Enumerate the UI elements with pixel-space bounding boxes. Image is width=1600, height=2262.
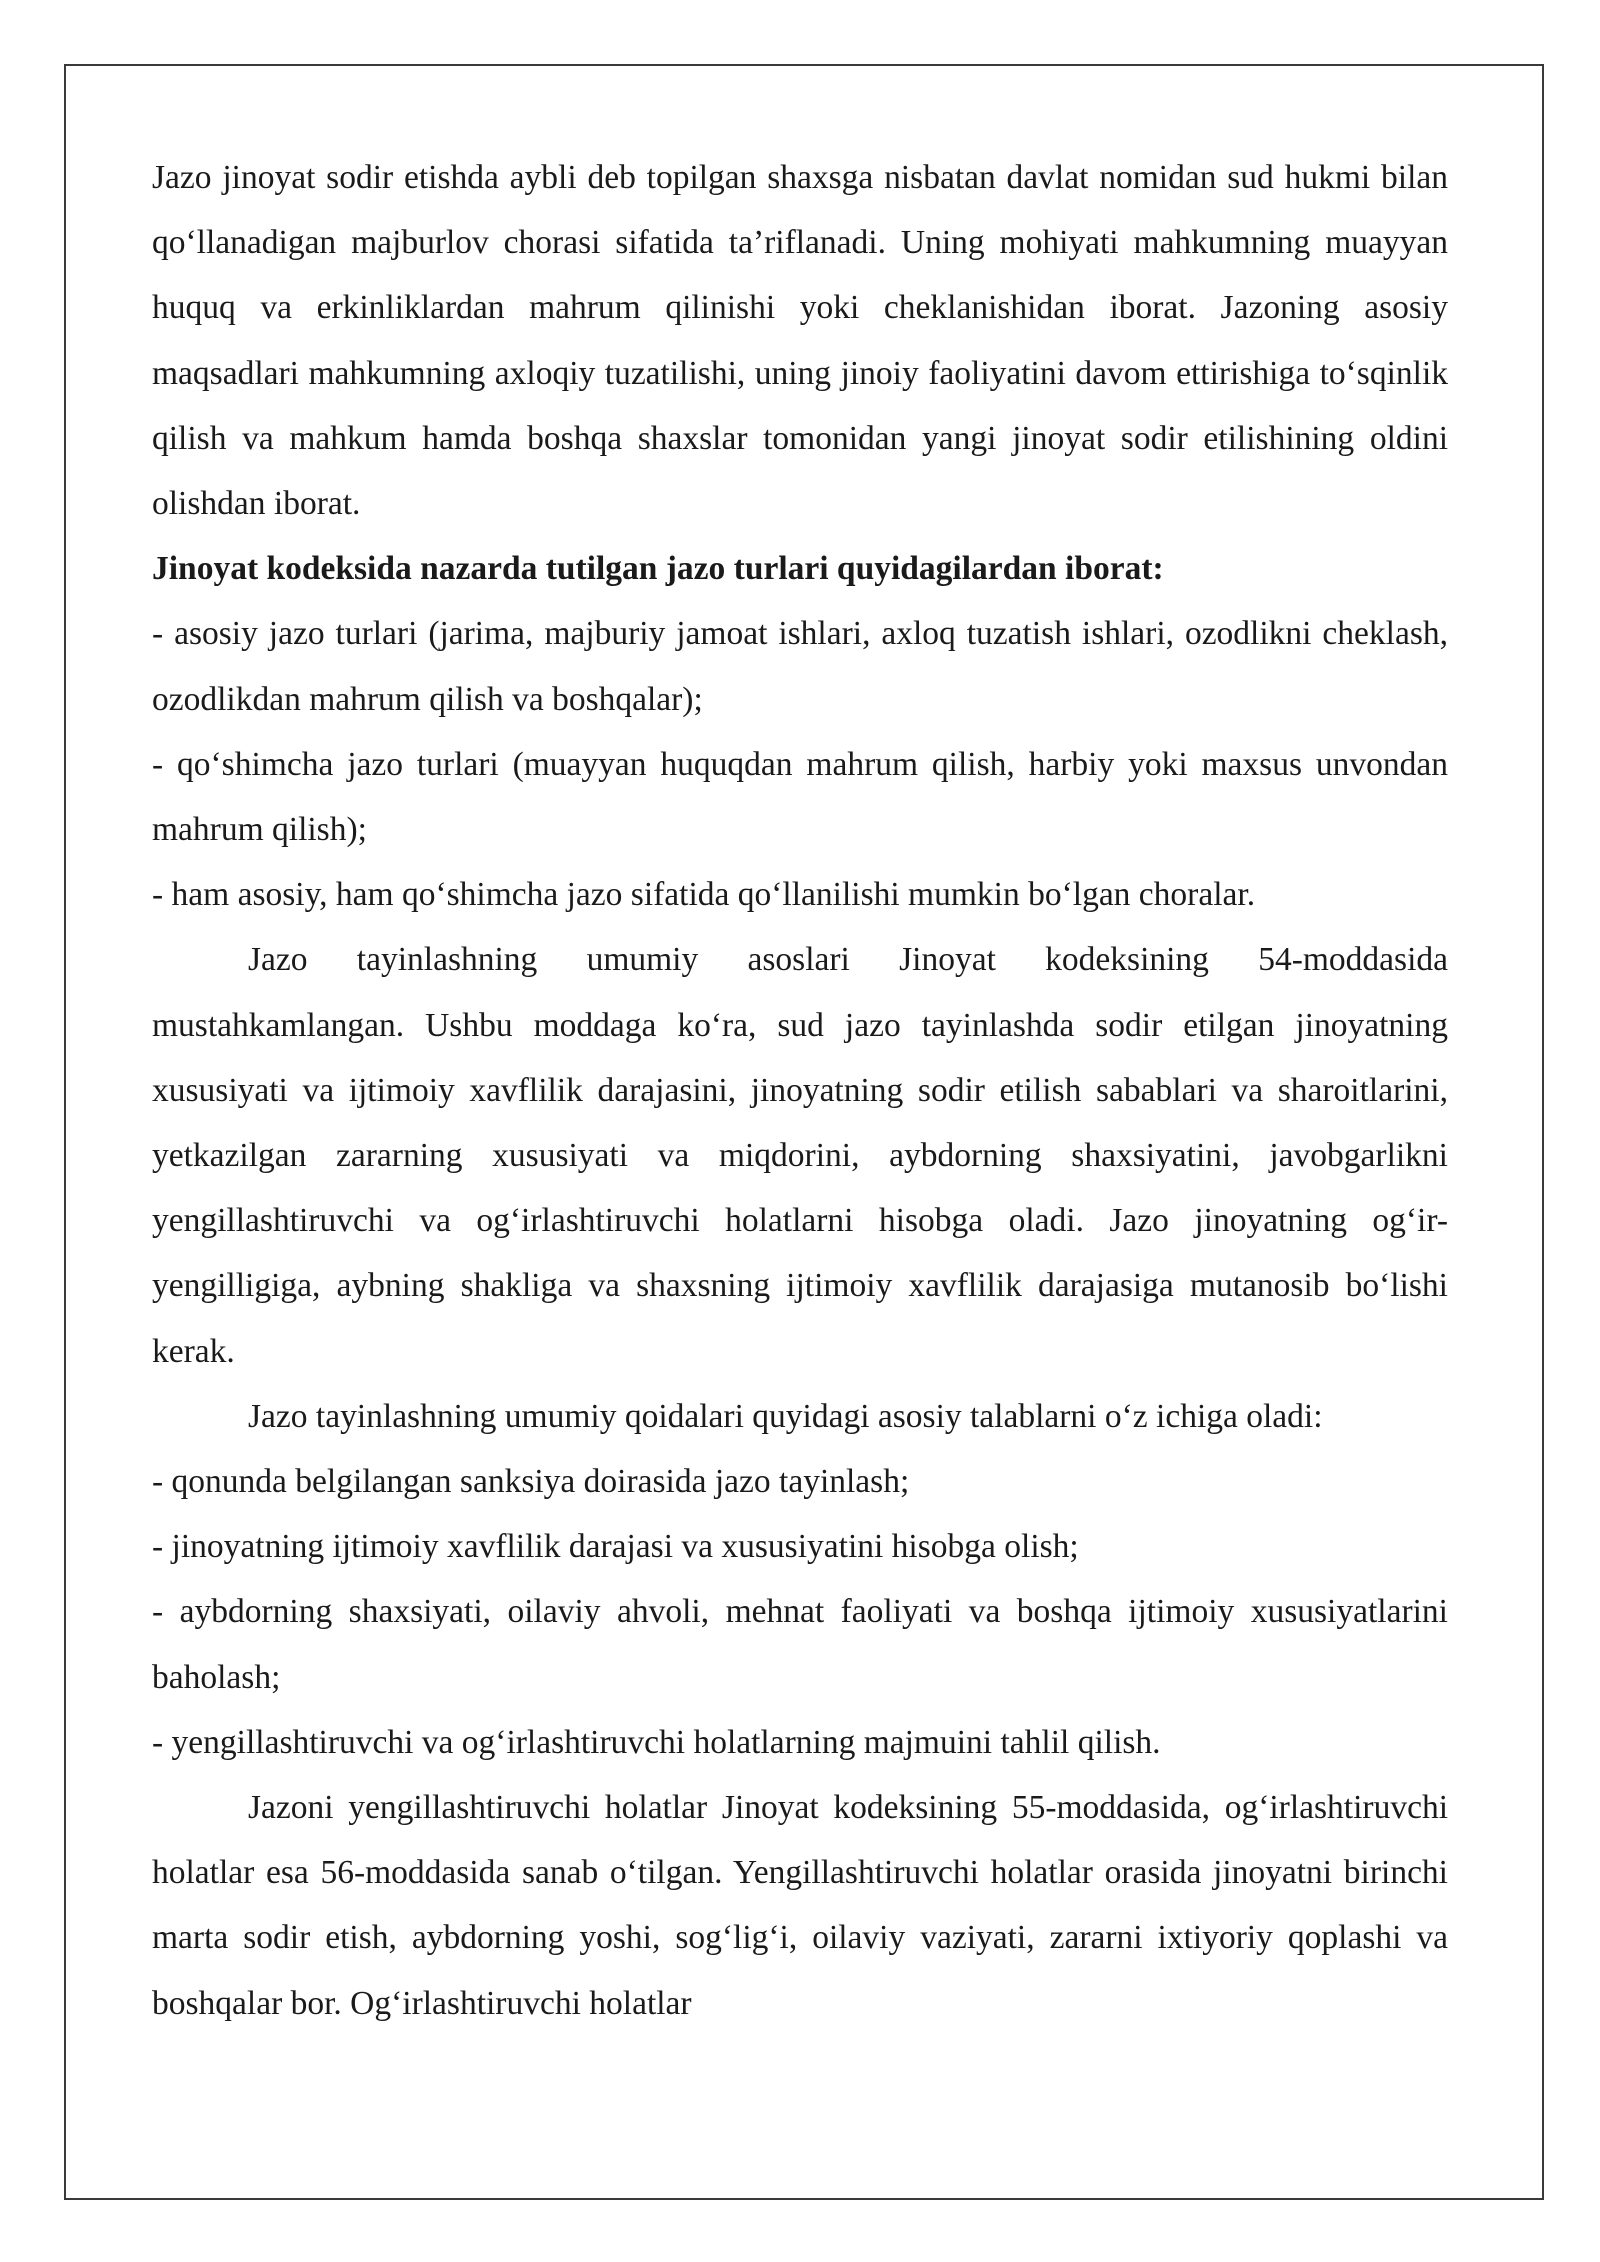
list-item-shaxsiyat: - aybdorning shaxsiyati, oilaviy ahvoli, mehnat faoliyati va boshqa ijtimoiy xususiyatlarini baholash; [152, 1593, 1448, 1696]
paragraph-yengillashtiruvchi: Jazoni yengillashtiruvchi holatlar Jinoyat kodeksining 55-moddasida, og‘irlashtiruvchi holatlar esa 56-moddasida sanab o‘tilgan. Yengillashtiruvchi holatlar orasida jinoyatni birinchi marta sodir etish, aybdorning yoshi, sog‘lig‘i, oilaviy vaziyati, zararni ixtiyoriy qoplashi va boshqalar bor. Og‘irlashtiruvchi holatlar [152, 1789, 1448, 2022]
paragraph-umumiy-asoslar: Jazo tayinlashning umumiy asoslari Jinoyat kodeksining 54-moddasida mustahkamlangan. Ushbu moddaga ko‘ra, sud jazo tayinlashda sodir etilgan jinoyatning xususiyati va ijtimoiy xavflilik darajasini, jinoyatning sodir etilish sabablari va sharoitlarini, yetkazilgan zararning xususiyati va miqdorini, aybdorning shaxsiyatini, javobgarlikni yengillashtiruvchi va og‘irlashtiruvchi holatlarni hisobga oladi. Jazo jinoyatning og‘ir-yengilligiga, aybning shakliga va shaxsning ijtimoiy xavflilik darajasiga mutanosib bo‘lishi kerak. [152, 941, 1448, 1370]
list-item-asosiy-jazo: - asosiy jazo turlari (jarima, majburiy jamoat ishlari, axloq tuzatish ishlari, ozodlikni cheklash, ozodlikdan mahrum qilish va boshqalar); [152, 615, 1448, 718]
list-item-ham-asosiy: - ham asosiy, ham qo‘shimcha jazo sifatida qo‘llanilishi mumkin bo‘lgan choralar. [152, 876, 1256, 914]
list-item-holatlar: - yengillashtiruvchi va og‘irlashtiruvchi holatlarning majmuini tahlil qilish. [152, 1723, 1161, 1761]
list-item-qoshimcha-jazo: - qo‘shimcha jazo turlari (muayyan huquqdan mahrum qilish, harbiy yoki maxsus unvondan mahrum qilish); [152, 745, 1448, 849]
list-item-sanksiya: - qonunda belgilangan sanksiya doirasida jazo tayinlash; [152, 1463, 910, 1501]
heading-jazo-turlari: Jinoyat kodeksida nazarda tutilgan jazo turlari quyidagilardan iborat: [152, 550, 1164, 588]
paragraph-jazo-definition: Jazo jinoyat sodir etishda aybli deb topilgan shaxsga nisbatan davlat nomidan sud hukmi bilan qo‘llanadigan majburlov chorasi sifatida ta’riflanadi. Uning mohiyati mahkumning muayyan huquq va erkinliklardan mahrum qilinishi yoki cheklanishidan iborat. Jazoning asosiy maqsadlari mahkumning axloqiy tuzatilishi, uning jinoiy faoliyatini davom ettirishiga to‘sqinlik qilish va mahkum hamda boshqa shaxslar tomonidan yangi jinoyat sodir etilishining oldini olishdan iborat. [152, 159, 1448, 523]
list-item-xavflilik: - jinoyatning ijtimoiy xavflilik darajasi va xususiyatini hisobga olish; [152, 1528, 1079, 1566]
document-body [152, 145, 1448, 2036]
paragraph-umumiy-qoidalar: Jazo tayinlashning umumiy qoidalari quyidagi asosiy talablarni o‘z ichiga oladi: [248, 1397, 1323, 1435]
